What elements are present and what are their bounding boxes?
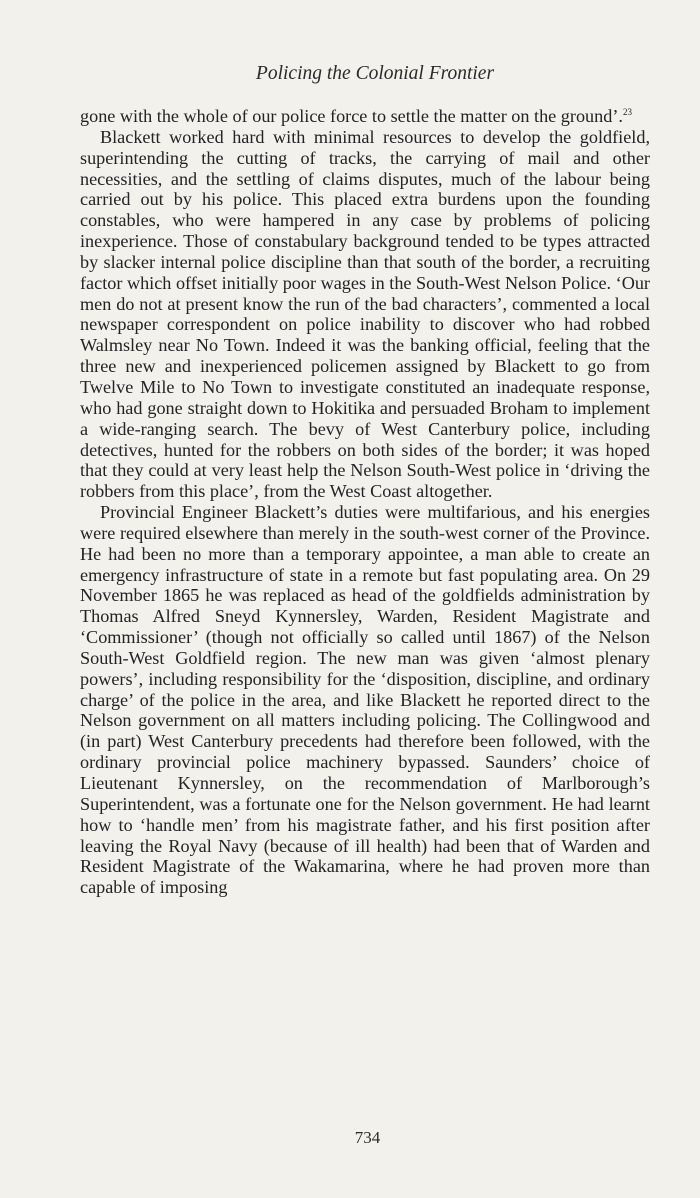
page-number: 734: [354, 1128, 381, 1147]
running-head: Policing the Colonial Frontier: [255, 63, 495, 84]
paragraph-2: Blackett worked hard with minimal resources to develop the goldfield, superintending the cutting of tracks, the carrying of mail and other necessities, and the settling of claims disputes, much of the labour being carried out by his police. This placed extra burdens upon the founding constables, who were hampered in any case by problems of policing inexperience. Those of constabulary background tended to be types attracted by slacker internal police discipline than that south of the border, a recruiting factor which offset initially poor wages in the South-West Nelson Police. ‘Our men do not at present know the run of the bad characters’, commented a local newspaper correspondent on police inability to discover who had robbed Walmsley near No Town. Indeed it was the banking official, feeling that the three new and inexperienced policemen assigned by Blackett to go from Twelve Mile to No Town to investigate constituted an inadequate response, who had gone straight down to Hokitika and persuaded Broham to implement a wide-ranging search. The bevy of West Canterbury police, including detectives, hunted for the robbers on both sides of the border; it was hoped that they could at very least help the Nelson South-West police in ‘driving the robbers from this place’, from the West Coast altogether.: [80, 126, 650, 502]
paragraph-1-text: gone with the whole of our police force to settle the matter on the ground’.: [80, 106, 623, 126]
paragraph-3: Provincial Engineer Blackett’s duties were multifarious, and his energies were required elsewhere than merely in the south-west corner of the Province. He had been no more than a temporary appointee, a man able to create an emergency infrastructure of state in a remote but fast populating area. On 29 November 1865 he was replaced as head of the goldfields administration by Thomas Alfred Sneyd Kynnersley, Warden, Resident Magistrate and ‘Commissioner’ (though not officially so called until 1867) of the Nelson South-West Goldfield region. The new man was given ‘almost plenary powers’, including responsibility for the ‘disposition, discipline, and ordinary charge’ of the police in the area, and like Blackett he reported direct to the Nelson government on all matters including policing. The Collingwood and (in part) West Canterbury precedents had therefore been followed, with the ordinary provincial police machinery bypassed. Saunders’ choice of Lieutenant Kynnersley, on the recommendation of Marlborough’s Superintendent, was a fortunate one for the Nelson government. He had learnt how to ‘handle men’ from his magistrate father, and his first position after leaving the Royal Navy (because of ill health) had been that of Warden and Resident Magistrate of the Wakamarina, where he had proven more than capable of imposing: [80, 502, 650, 898]
footnote-marker: 23: [622, 106, 632, 117]
paragraph-1: [80, 106, 650, 127]
body-text: [80, 106, 650, 898]
